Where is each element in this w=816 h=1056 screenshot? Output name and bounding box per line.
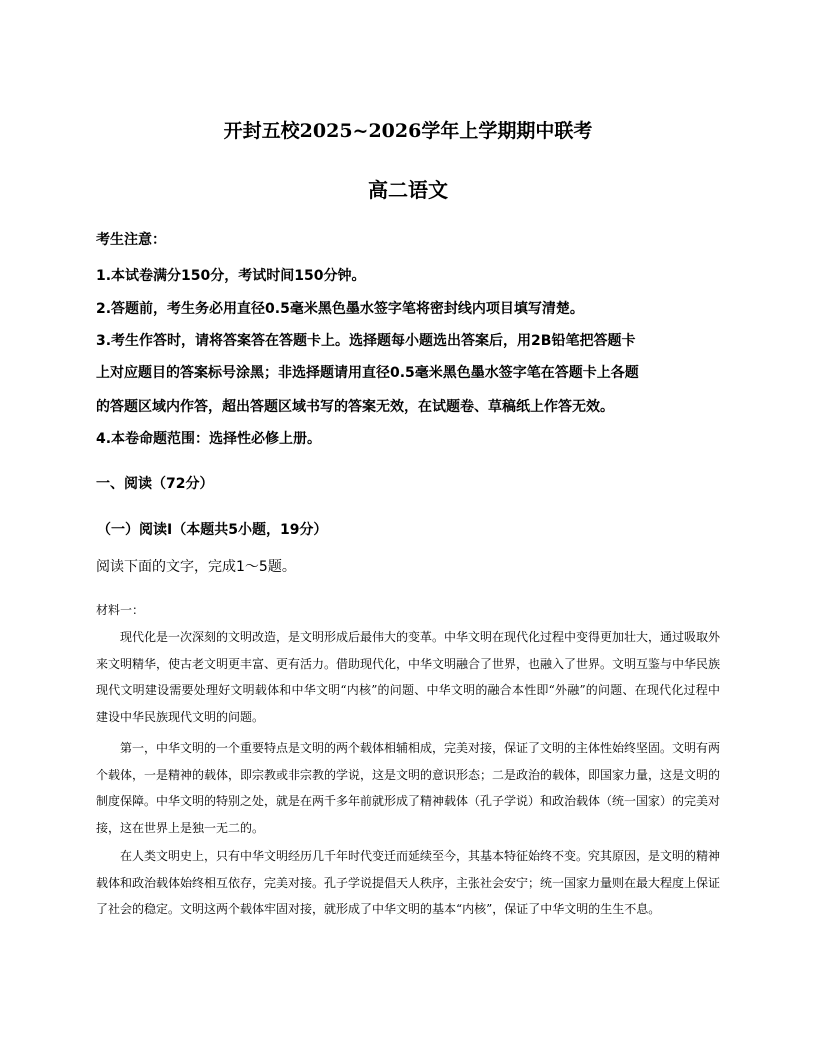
material-paragraph: 第一，中华文明的一个重要特点是文明的两个载体相辅相成，完美对接，保证了文明的主体性始终坚固。文明有两个载体，一是精神的载体，即宗教或非宗教的学说，这是文明的意识形态；二是政治的载体，即国家力量，这是文明的制度保障。中华文明的特别之处，就是在两千多年前就形成了精神载体（孔子学说）和政治载体（统一国家）的完美对接，这在世界上是独一无二的。 xyxy=(96,741,721,835)
reading-instruction: 阅读下面的文字，完成1～5题。 xyxy=(96,559,296,575)
material-paragraph: 现代化是一次深刻的文明改造，是文明形成后最伟大的变革。中华文明在现代化过程中变得更加壮大，通过吸取外来文明精华，使古老文明更丰富、更有活力。借助现代化，中华文明融合了世界，也融入了世界。文明互鉴与中华民族现代文明建设需要处理好文明载体和中华文明“内核”的问题、中华文明的融合本性即“外融”的问题、在现代化过程中建设中华民族现代文明的问题。 xyxy=(96,630,721,724)
material-label: 材料一： xyxy=(96,603,145,617)
notice-item-1: 1.本试卷满分150分，考试时间150分钟。 xyxy=(96,268,366,284)
notice-item-3-line-1: 3.考生作答时，请将答案答在答题卡上。选择题每小题选出答案后，用2B铅笔把答题卡 xyxy=(96,333,636,349)
subsection-heading: （一）阅读Ⅰ（本题共5小题，19分） xyxy=(97,522,328,538)
notice-item-3-line-2: 上对应题目的答案标号涂黑；非选择题请用直径0.5毫米黑色墨水签字笔在答题卡上各题 xyxy=(96,365,639,381)
material-paragraph: 在人类文明史上，只有中华文明经历几千年时代变迁而延续至今，其基本特征始终不变。究其原因，是文明的精神载体和政治载体始终相互依存，完美对接。孔子学说提倡天人秩序，主张社会安宁；统一国家力量则在最大程度上保证了社会的稳定。文明这两个载体牢固对接，就形成了中华文明的基本“内核”，保证了中华文明的生生不息。 xyxy=(96,849,721,916)
notice-item-4: 4.本卷命题范围：选择性必修上册。 xyxy=(96,431,322,447)
notice-heading: 考生注意： xyxy=(96,232,166,248)
subject-title: 高二语文 xyxy=(368,178,448,202)
notice-item-2: 2.答题前，考生务必用直径0.5毫米黑色墨水签字笔将密封线内项目填写清楚。 xyxy=(96,301,584,317)
exam-title: 开封五校2025~2026学年上学期期中联考 xyxy=(223,120,593,142)
notice-item-3-line-3: 的答题区域内作答，超出答题区域书写的答案无效，在试题卷、草稿纸上作答无效。 xyxy=(96,399,614,415)
section-heading: 一、阅读（72分） xyxy=(96,476,214,492)
